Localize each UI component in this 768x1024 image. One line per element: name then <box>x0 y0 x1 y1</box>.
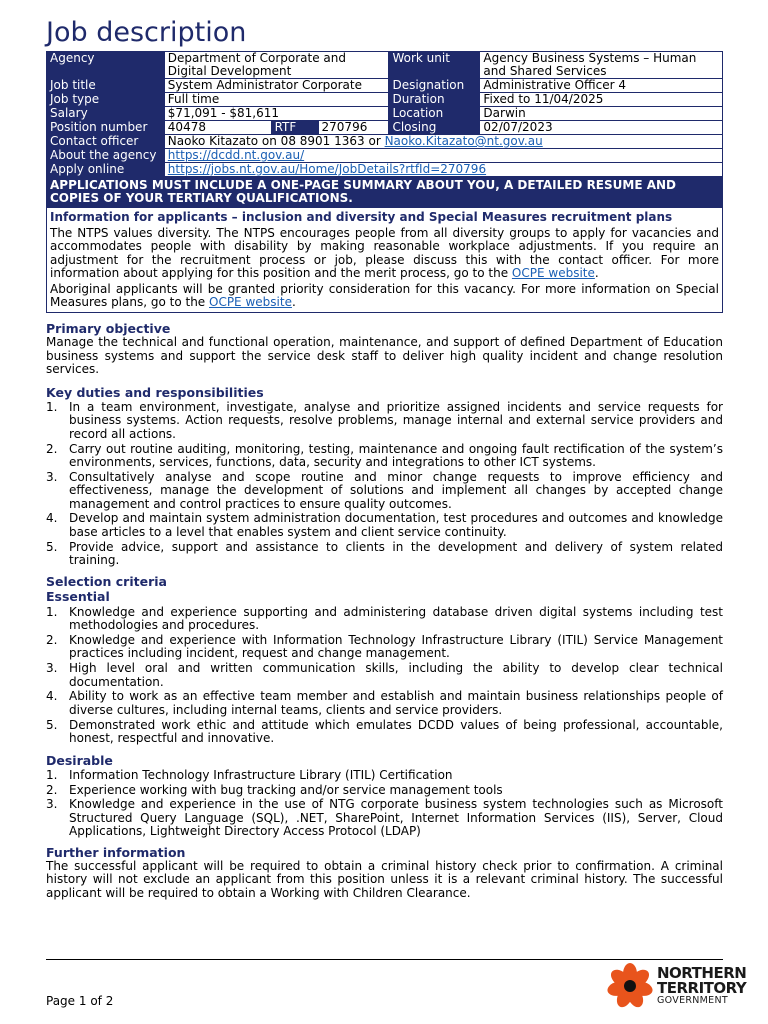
aboriginal-priority-paragraph <box>50 283 719 310</box>
contact-email-link[interactable]: Naoko.Kitazato@nt.gov.au <box>384 134 543 148</box>
desert-rose-icon <box>605 962 655 1010</box>
row-about-agency <box>47 149 723 163</box>
about-agency-label: About the agency <box>47 149 165 163</box>
key-duties-heading: Key duties and responsibilities <box>46 384 264 400</box>
essential-criteria-item <box>46 662 723 689</box>
closing-value: 02/07/2023 <box>480 121 723 135</box>
ocpe-website-link-2[interactable]: OCPE website <box>209 295 292 310</box>
list-item-text: Demonstrated work ethic and attitude which emulates DCDD values of being professional, accountable, honest, respectful and innovative. <box>69 717 723 746</box>
row-salary <box>47 107 723 121</box>
contact-officer-label: Contact officer <box>47 135 165 149</box>
agency-website-link[interactable]: https://dcdd.nt.gov.au/ <box>167 148 305 162</box>
row-job-title <box>47 79 723 93</box>
desirable-criteria-item <box>46 769 723 782</box>
position-number-label: Position number <box>47 121 165 135</box>
key-duties-list <box>46 401 723 567</box>
apply-online-value <box>164 163 722 177</box>
desirable-criteria-item <box>46 784 723 797</box>
contact-officer-text: Naoko Kitazato on 08 8901 1363 or <box>167 134 385 148</box>
row-position-number <box>47 121 723 135</box>
further-information-heading: Further information <box>46 844 186 860</box>
job-title-label: Job title <box>47 79 165 93</box>
position-number-value: 40478 <box>164 121 271 135</box>
list-item-text: Knowledge and experience with Information Technology Infrastructure Library (ITIL) Service Management practices including incident, request and change management. <box>69 633 723 661</box>
applicants-info-box <box>46 208 723 313</box>
list-item-number: 1. <box>46 400 58 415</box>
work-unit-value: Agency Business Systems – Human and Shared Services <box>480 52 723 79</box>
footer-divider <box>46 959 723 960</box>
list-item-number: 5. <box>46 717 58 732</box>
desirable-criteria-list <box>46 769 723 839</box>
apply-online-label: Apply online <box>47 163 165 177</box>
closing-label: Closing <box>389 121 480 135</box>
job-info-table <box>46 51 723 177</box>
list-item-text: Information Technology Infrastructure Library (ITIL) Certification <box>69 767 453 782</box>
designation-label: Designation <box>389 79 480 93</box>
list-item-text: Provide advice, support and assistance to clients in the development and delivery of system related training. <box>69 539 723 568</box>
duration-value: Fixed to 11/04/2025 <box>480 93 723 107</box>
selection-criteria-heading: Selection criteria <box>46 574 167 590</box>
list-item-number: 2. <box>46 441 58 456</box>
aboriginal-priority-text: Aboriginal applicants will be granted priority consideration for this vacancy. For more information on Special Measures plans, go to the <box>50 281 719 310</box>
apply-online-link[interactable]: https://jobs.nt.gov.au/Home/JobDetails?rtfId=270796 <box>167 162 487 176</box>
desirable-heading: Desirable <box>46 752 113 768</box>
applications-banner: APPLICATIONS MUST INCLUDE A ONE-PAGE SUMMARY ABOUT YOU, A DETAILED RESUME AND COPIES OF YOUR TERTIARY QUALIFICATIONS. <box>46 177 723 208</box>
diversity-paragraph <box>50 227 719 281</box>
page-number: Page 1 of 2 <box>46 994 114 1008</box>
list-item-text: Ability to work as an effective team member and establish and maintain business relationships people of diverse cultures, including internal teams, clients and service providers. <box>69 689 723 717</box>
list-item-number: 3. <box>46 797 58 812</box>
job-title-value: System Administrator Corporate <box>164 79 389 93</box>
job-description-page <box>46 0 723 900</box>
list-item-text: Knowledge and experience in the use of NTG corporate business system technologies such as Microsoft Structured Query Language (SQL), .NET, SharePoint, Internet Information Services (IIS), Server, Cloud Applications, Lightweight Directory Access Protocol (LDAP) <box>69 797 723 839</box>
duration-label: Duration <box>389 93 480 107</box>
essential-criteria-list <box>46 606 723 746</box>
job-type-value: Full time <box>164 93 389 107</box>
designation-value: Administrative Officer 4 <box>480 79 723 93</box>
list-item-number: 2. <box>46 633 58 648</box>
logo-text-territory: TERRITORY <box>657 979 747 997</box>
list-item-number: 4. <box>46 511 58 526</box>
essential-criteria-item <box>46 606 723 633</box>
salary-label: Salary <box>47 107 165 121</box>
primary-objective-text: Manage the technical and functional operation, maintenance, and support of defined Department of Education business systems and support the service desk staff to deliver high quality incident and change resolution services. <box>46 335 723 377</box>
list-item-text: Knowledge and experience supporting and administering database driven digital systems including test methodologies and procedures. <box>69 604 723 633</box>
ocpe-website-link[interactable]: OCPE website <box>511 266 595 281</box>
about-agency-value <box>164 149 722 163</box>
page-title: Job description <box>46 17 247 48</box>
applicants-info-heading: Information for applicants – inclusion and diversity and Special Measures recruitment plans <box>50 210 673 224</box>
list-item-text: Consultatively analyse and scope routine and minor change requests to improve efficiency and effectiveness, manage the development of solutions and implement all changes by accepted change management and control practices to ensure quality outcomes. <box>69 469 723 511</box>
list-item-number: 2. <box>46 782 58 797</box>
diversity-text: The NTPS values diversity. The NTPS encourages people from all diversity groups to apply for vacancies and accommodates people with disability by making reasonable workplace adjustments. If you require an adjustment for the recruitment process or job, please discuss this with the contact officer. For more information about applying for this position and the merit process, go to the <box>50 226 719 281</box>
rtf-label: RTF <box>271 121 318 135</box>
essential-criteria-item <box>46 719 723 746</box>
logo-text-northern: NORTHERN <box>657 964 747 982</box>
list-item-number: 3. <box>46 661 58 676</box>
essential-heading: Essential <box>46 589 110 605</box>
primary-objective-heading: Primary objective <box>46 321 171 337</box>
list-item-text: Experience working with bug tracking and/or service management tools <box>69 782 503 797</box>
essential-criteria-item <box>46 634 723 661</box>
list-item-text: Carry out routine auditing, monitoring, testing, maintenance and ongoing fault rectification of the system’s environments, services, functions, data, security and integrations to other ICT systems. <box>69 441 723 470</box>
location-label: Location <box>389 107 480 121</box>
contact-officer-value <box>164 135 722 149</box>
row-job-type <box>47 93 723 107</box>
job-type-label: Job type <box>47 93 165 107</box>
list-item-number: 1. <box>46 604 58 619</box>
list-item-text: In a team environment, investigate, analyse and prioritize assigned incidents and service requests for business systems. Action requests, resolve problems, manage internal and external service providers and record all actions. <box>69 400 723 441</box>
agency-label: Agency <box>47 52 165 79</box>
list-item-number: 5. <box>46 539 58 554</box>
desirable-criteria-item <box>46 798 723 838</box>
row-agency <box>47 52 723 79</box>
row-apply-online <box>47 163 723 177</box>
diversity-text-end: . <box>594 266 599 281</box>
essential-criteria-item <box>46 690 723 717</box>
duty-item <box>46 401 723 441</box>
list-item-number: 1. <box>46 767 58 782</box>
work-unit-label: Work unit <box>389 52 480 79</box>
duty-item <box>46 443 723 470</box>
row-contact-officer <box>47 135 723 149</box>
salary-value: $71,091 - $81,611 <box>164 107 389 121</box>
duty-item <box>46 512 723 539</box>
list-item-text: High level oral and written communication skills, including the ability to develop clear technical documentation. <box>69 661 723 689</box>
agency-value: Department of Corporate and Digital Development <box>164 52 389 79</box>
rtf-value: 270796 <box>318 121 389 135</box>
list-item-number: 3. <box>46 469 58 484</box>
logo-text-government: GOVERNMENT <box>657 995 728 1006</box>
further-information-text: The successful applicant will be required to obtain a criminal history check prior to confirmation. A criminal history will not exclude an applicant from this position unless it is a relevant criminal history. The successful applicant will be required to obtain a Working with Children Clearance. <box>46 858 723 900</box>
nt-government-logo <box>605 962 747 1010</box>
duty-item <box>46 471 723 511</box>
location-value: Darwin <box>480 107 723 121</box>
list-item-number: 4. <box>46 689 58 704</box>
list-item-text: Develop and maintain system administration documentation, test procedures and outcomes and knowledge base articles to a level that enables system and client service continuity. <box>69 511 723 539</box>
aboriginal-priority-text-end: . <box>291 295 296 310</box>
duty-item <box>46 541 723 568</box>
